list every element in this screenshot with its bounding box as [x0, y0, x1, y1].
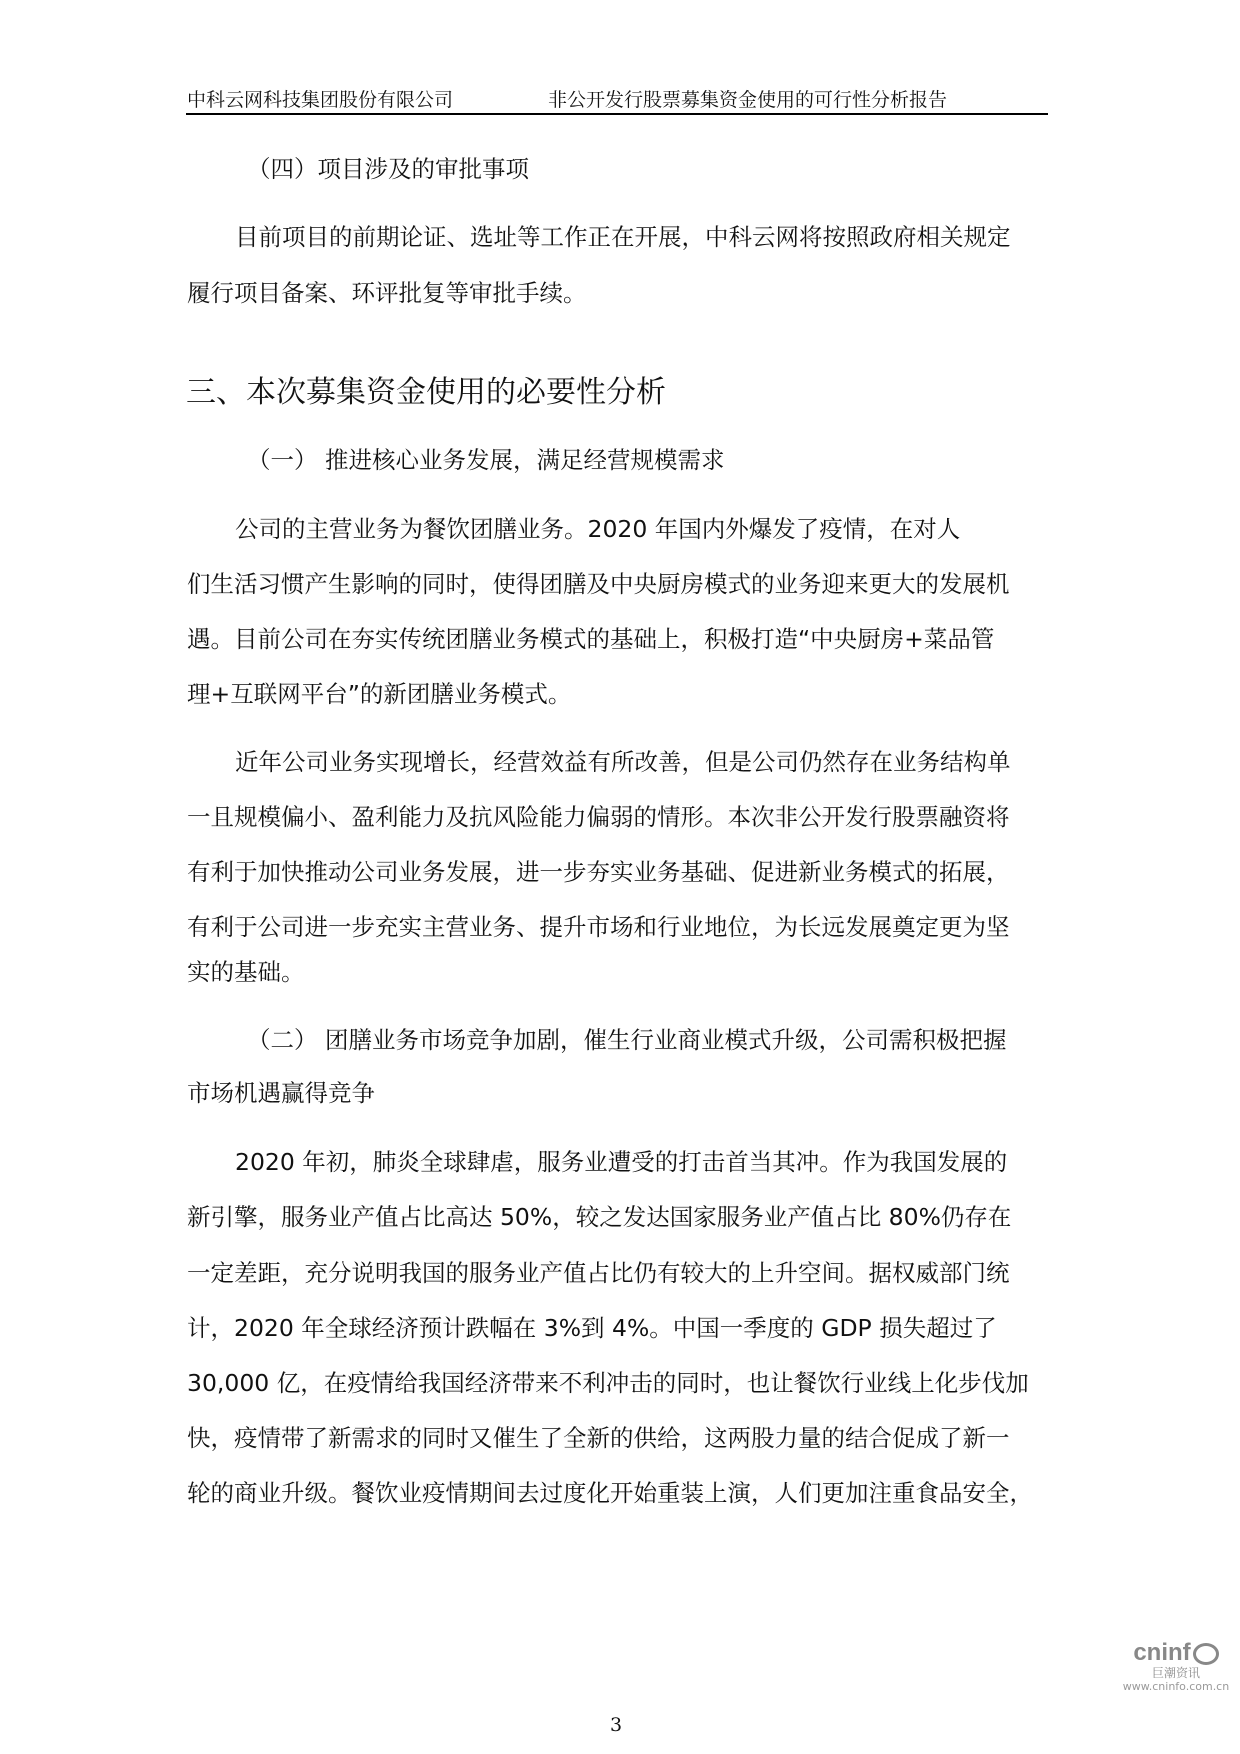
cninfo-watermark — [1120, 1640, 1232, 1694]
paragraph-line: 轮的商业升级。餐饮业疫情期间去过度化开始重装上演，人们更加注重食品安全， — [187, 1479, 1033, 1507]
header-rule — [186, 113, 1048, 115]
cninfo-logo — [1120, 1640, 1232, 1666]
paragraph-line: 近年公司业务实现增长，经营效益有所改善，但是公司仍然存在业务结构单 — [235, 748, 1011, 776]
watermark-url: www.cninfo.com.cn — [1122, 1680, 1230, 1693]
paragraph-line: 快，疫情带了新需求的同时又催生了全新的供给，这两股力量的结合促成了新一 — [187, 1424, 1010, 1452]
paragraph-line: 30,000 亿，在疫情给我国经济带来不利冲击的同时，也让餐饮行业线上化步伐加 — [187, 1369, 1029, 1397]
watermark-cn: 巨潮资讯 — [1151, 1666, 1200, 1680]
paragraph-line: 一且规模偏小、盈利能力及抗风险能力偏弱的情形。本次非公开发行股票融资将 — [187, 803, 1010, 831]
paragraph-line: 们生活习惯产生影响的同时，使得团膳及中央厨房模式的业务迎来更大的发展机 — [187, 570, 1010, 598]
paragraph-line: 理+互联网平台”的新团膳业务模式。 — [187, 680, 572, 708]
paragraph-line: 公司的主营业务为餐饮团膳业务。2020 年国内外爆发了疫情，在对人 — [235, 515, 961, 543]
subsection-1-heading: （一） 推进核心业务发展，满足经营规模需求 — [247, 446, 725, 474]
paragraph-line: 遇。目前公司在夯实传统团膳业务模式的基础上，积极打造“中央厨房+菜品管 — [187, 625, 995, 653]
header-report-title: 非公开发行股票募集资金使用的可行性分析报告 — [548, 89, 948, 111]
paragraph-line: 2020 年初，肺炎全球肆虐，服务业遭受的打击首当其冲。作为我国发展的 — [235, 1148, 1008, 1176]
paragraph-line: 有利于公司进一步充实主营业务、提升市场和行业地位，为长远发展奠定更为坚 — [187, 913, 1010, 941]
approval-line: 目前项目的前期论证、选址等工作正在开展，中科云网将按照政府相关规定 — [235, 223, 1011, 251]
swirl-icon — [1193, 1643, 1219, 1665]
paragraph-line: 新引擎，服务业产值占比高达 50%，较之发达国家服务业产值占比 80%仍存在 — [187, 1203, 1012, 1231]
paragraph-line: 计，2020 年全球经济预计跌幅在 3%到 4%。中国一季度的 GDP 损失超过了 — [187, 1314, 997, 1342]
section-title: 三、本次募集资金使用的必要性分析 — [186, 375, 666, 410]
cninfo-logo-text: cninf — [1133, 1639, 1191, 1666]
subsection-2-heading: （二） 团膳业务市场竞争加剧，催生行业商业模式升级，公司需积极把握 — [247, 1026, 1007, 1054]
header-company: 中科云网科技集团股份有限公司 — [187, 89, 454, 111]
page-number: 3 — [610, 1714, 623, 1736]
subsection-2-heading: 市场机遇赢得竞争 — [187, 1079, 375, 1107]
paragraph-line: 有利于加快推动公司业务发展，进一步夯实业务基础、促进新业务模式的拓展， — [187, 858, 1010, 886]
approval-line: 履行项目备案、环评批复等审批手续。 — [187, 279, 587, 307]
approval-heading: （四）项目涉及的审批事项 — [247, 155, 529, 183]
paragraph-line: 实的基础。 — [187, 958, 305, 986]
paragraph-line: 一定差距，充分说明我国的服务业产值占比仍有较大的上升空间。据权威部门统 — [187, 1259, 1010, 1287]
